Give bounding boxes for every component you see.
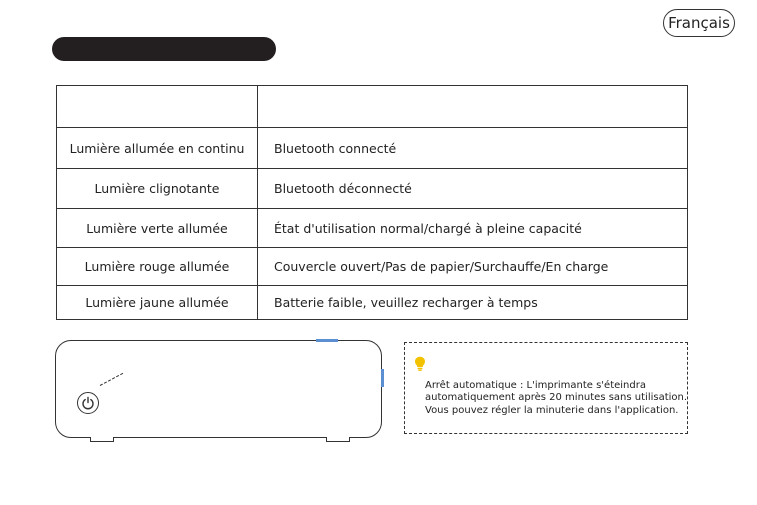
tip-text [425,380,687,417]
table-row [57,168,687,208]
table-row [57,285,687,319]
indicator-cell: Lumière allumée en continu [57,128,258,168]
callout-leader-line [100,373,123,386]
indicator-cell: Lumière verte allumée [57,209,258,247]
indicator-cell: Lumière jaune allumée [57,286,258,319]
table-header-row [57,86,687,127]
printer-foot-right [326,437,350,442]
meaning-cell: Bluetooth déconnecté [274,181,412,196]
indicator-table [56,85,688,320]
printer-foot-left [90,437,114,442]
table-header-indicator [57,86,258,127]
indicator-cell: Lumière clignotante [57,169,258,208]
meaning-cell: Bluetooth connecté [274,140,397,156]
indicator-cell: Lumière rouge allumée [57,248,258,285]
table-row [57,208,687,247]
printer-illustration [55,340,382,438]
power-symbol-icon [81,396,95,410]
meaning-cell: État d'utilisation normal/chargé à pleine capacité [274,220,582,236]
printer-side-accent [381,369,384,387]
meaning-cell: Couvercle ouvert/Pas de papier/Surchauffe/En charge [274,259,609,274]
tip-line: automatiquement après 20 minutes sans utilisation. [425,392,688,404]
language-badge: Français [663,9,735,37]
meaning-cell: Batterie faible, veuillez recharger à temps [274,295,538,310]
table-row [57,247,687,285]
tip-line: Arrêt automatique : L'imprimante s'éteindra [425,380,646,391]
table-row [57,127,687,168]
power-button-icon [77,392,99,414]
tip-box [404,342,688,434]
printer-top-accent [316,339,338,342]
lightbulb-icon [414,356,426,372]
tip-line: Vous pouvez régler la minuterie dans l'application. [425,404,679,416]
table-header-meaning [258,86,687,127]
section-header-bar [52,37,276,61]
